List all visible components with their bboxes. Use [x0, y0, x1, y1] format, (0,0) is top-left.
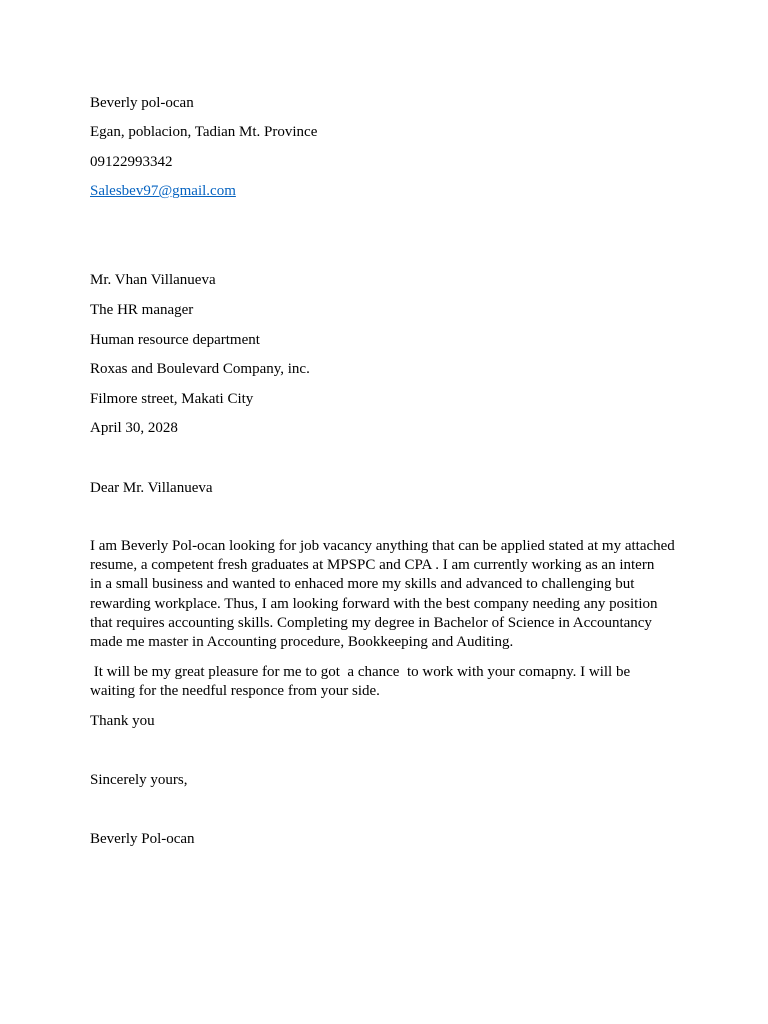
sender-address: Egan, poblacion, Tadian Mt. Province	[90, 124, 318, 140]
sender-email-link[interactable]: Salesbev97@gmail.com	[90, 183, 236, 199]
recipient-title: The HR manager	[90, 302, 194, 318]
sender-name: Beverly pol-ocan	[90, 95, 194, 111]
paragraph-line: resume, a competent fresh graduates at MPSPC and CPA . I am currently working as an intern	[90, 557, 655, 574]
paragraph-line: waiting for the needful responce from your side.	[90, 683, 380, 700]
paragraph-line: It will be my great pleasure for me to got a chance to work with your comapny. I will be	[90, 664, 631, 680]
paragraph-line: that requires accounting skills. Completing my degree in Bachelor of Science in Accountancy	[90, 614, 652, 631]
paragraph-line: I am Beverly Pol-ocan looking for job vacancy anything that can be applied stated at my attached	[90, 538, 675, 554]
salutation: Dear Mr. Villanueva	[90, 480, 213, 496]
closing-line: Sincerely yours,	[90, 772, 188, 788]
thanks-line: Thank you	[90, 713, 155, 729]
letter-date: April 30, 2028	[90, 420, 178, 436]
body-paragraph-1	[90, 537, 690, 652]
sender-phone: 09122993342	[90, 154, 173, 170]
recipient-department: Human resource department	[90, 332, 260, 348]
paragraph-line: made me master in Accounting procedure, Bookkeeping and Auditing.	[90, 633, 514, 650]
recipient-name: Mr. Vhan Villanueva	[90, 272, 216, 288]
paragraph-line: rewarding workplace. Thus, I am looking forward with the best company needing any position	[90, 595, 658, 612]
recipient-company: Roxas and Boulevard Company, inc.	[90, 361, 310, 377]
recipient-street: Filmore street, Makati City	[90, 391, 254, 407]
paragraph-line: in a small business and wanted to enhaced more my skills and advanced to challenging but	[90, 576, 635, 593]
body-paragraph-2	[90, 663, 690, 701]
signature-name: Beverly Pol-ocan	[90, 831, 195, 847]
